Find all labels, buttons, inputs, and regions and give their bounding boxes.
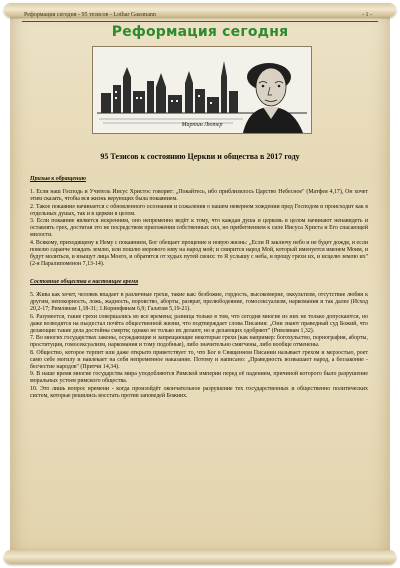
thesis-paragraph: 5. Жива как хочет, человек впадает в различные грехи, такие как: безбожие, гордость, высокомерие, оккультизм, отсутствие любви к другим, непокорность, ложь, жадность, воровство, аборты, разврат, прелюбодеяние, гомосексуализм, наркомания и так далее (Исход 20,2-17; Римлянам 1,18-31; 1.Коринфянам 6,9; Галатам 5,19-21). (30, 292, 368, 312)
section-heading: Призыв к обращению (30, 176, 86, 182)
city-and-portrait-illustration (93, 47, 311, 133)
running-header (18, 10, 382, 22)
thesis-paragraph: 10. Это лишь вопрос времени - когда произойдёт окончательное разрушение тех государственных и общественно политических систем, которые решились восстать против заповедей Божиих. (30, 385, 368, 399)
thesis-paragraph: 1. Если наш Господь и Учитель Иисус Христос говорит: „Покайтесь, ибо приблизилось Царство Небесное" (Матфея 4,17), Он хочет этим сказать, чтобы вся жизнь верующих была покаянием. (30, 189, 368, 202)
thesis-paragraph: 4. Всякому, приходящему к Нему с покаянием, Бог обещает прощение и новую жизнь: „Если Я заключу небо и не будет дождя, и если повелю саранче поядать землю, или пошлю морового язву на народ мой; и смирится народ Мой, который именуется именем Моим, и будут молиться, и взыщут лица Моего, и обратятся от худых путей своих: то Я услышу с неба, и прощу грехи их, и исцелю землю их" (2-я Паралипоменон 7,13-14). (30, 239, 368, 267)
page-number: - 1 - (362, 12, 372, 18)
section-spacer (30, 268, 368, 277)
running-header-title: Реформация сегодня - 95 тезисов - Lothar Gassmann (24, 12, 156, 18)
thesis-paragraph: 7. Во многих государствах законы, осуждающие и запрещающие некоторые грехи (как например: богохульство, порнография, аборты, проституция, гомосексуализм, наркомания и тому подобные), либо значительно смягчены, либо вообще отменены. (30, 335, 368, 348)
scroll-roll-bottom (4, 550, 396, 564)
thesis-paragraph: 3. Если покаяние является искренним, оно непременно ведёт к тому, что каждая душа и церковь в целом начинают ненавидеть и оставлять грех, достигая это не посредством приложения собственных сил, но прибегнением к силе Иисуса Христа и Его спасающей милости. (30, 218, 368, 238)
section-heading: Состояние общества в настоящее время (30, 279, 139, 285)
header-rule (22, 21, 378, 22)
document-title: 95 Тезисов к состоянию Церкви и общества в 2017 году (100, 152, 300, 161)
thesis-paragraph: 2. Такое покаяние начинается с обновленного осознания и сожаления о нашем неверном хождении пред Господом и происходит как в отдельных душах, так и в церкви в целом. (30, 203, 368, 217)
banner-image (92, 46, 312, 134)
banner-caption: Мартин Лютер (181, 122, 223, 128)
thesis-paragraph: 8. Общество, которое терпит или даже открыто приветствует то, что Бог в Священном Писании называет грехом и мерзостью, роет само себе могилу и навлекает на себя непременное наказание. Потому и написано: „Праведность возвышает народ, а беззаконие - бесчестие народов" (Притчи 14,34). (30, 349, 368, 370)
thesis-paragraph: 6. Разумеется, такие грехи совершались во все времена; разница только в том, что сегодня многие из них не только допускаются, но даже возводятся на пьедестал почёта общественной жизни, что подтверждает слова Писания: „Они знают праведный суд Божий, что делающие такие дела достойны смерти; однако не только их делают, но и делающих одобряют" (Римлянам 1,32). (30, 313, 368, 334)
document-body (30, 174, 368, 400)
thesis-paragraph: 9. В наше время многие государства мира уподобляются Римской империи перед её падением, причиной которого было разрушение моральных устоев римского общества. (30, 371, 368, 384)
page-title: Реформация сегодня (111, 24, 289, 40)
